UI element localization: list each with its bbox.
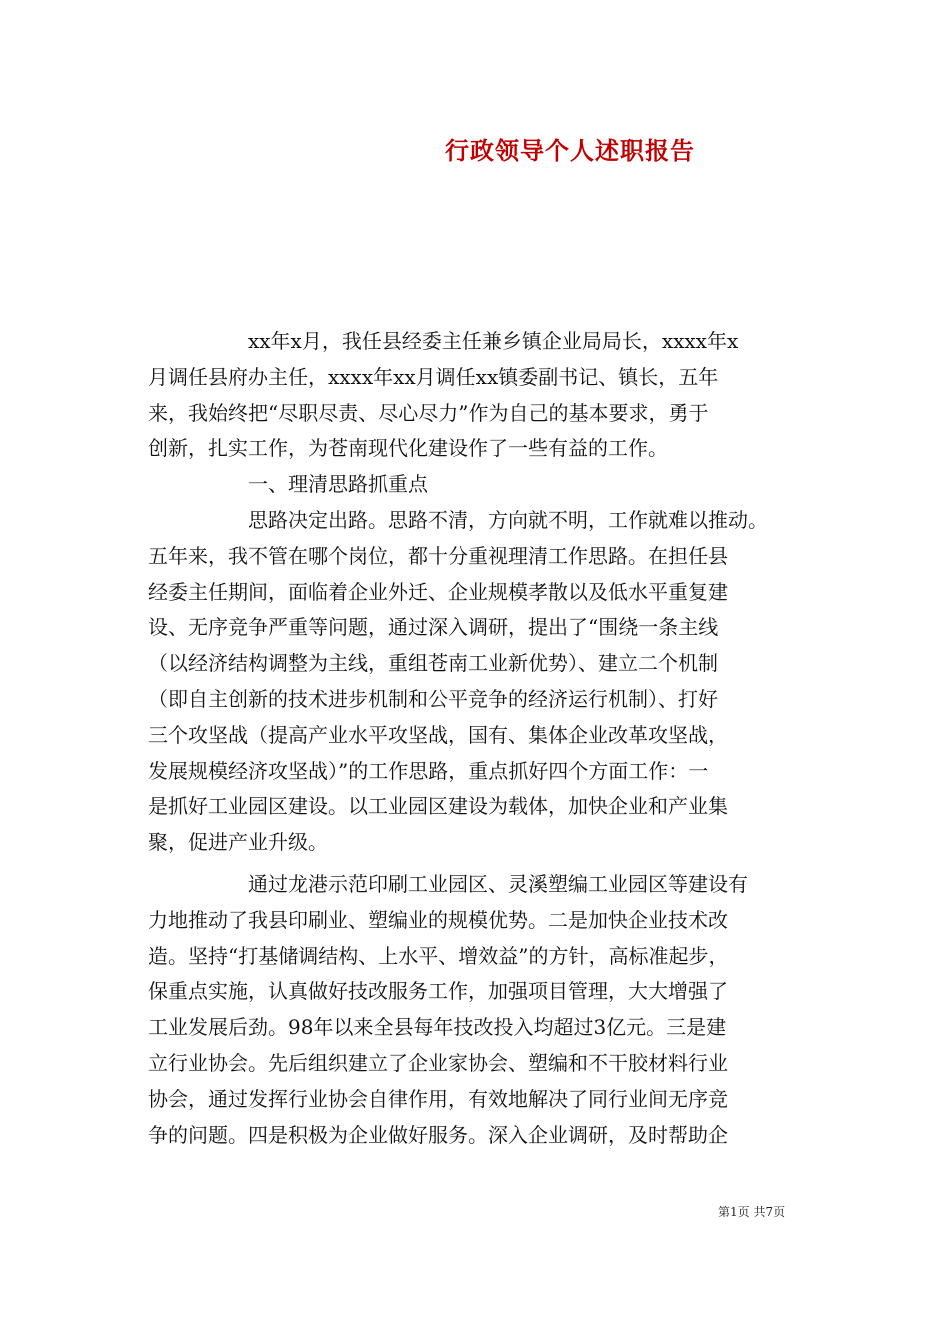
- text-line: 造。坚持“打基储调结构、上水平、增效益”的方针，高标准起步，: [148, 943, 729, 968]
- text-line: 是抓好工业园区建设。以工业园区建设为载体，加快企业和产业集: [148, 794, 728, 819]
- text-line: 经委主任期间，面临着企业外迁、企业规模孝散以及低水平重复建: [148, 579, 728, 604]
- text-line: 创新，扎实工作，为苍南现代化建设作了一些有益的工作。: [148, 436, 668, 461]
- text-line: （即自主创新的技术进步机制和公平竞争的经济运行机制）、打好: [148, 686, 718, 711]
- text-line: 聚，促进产业升级。: [148, 830, 328, 855]
- text-line: 五年来，我不管在哪个岗位，都十分重视理清工作思路。在担任县: [148, 543, 728, 568]
- section-heading: 一、理清思路抓重点: [148, 472, 428, 497]
- text-line: 立行业协会。先后组织建立了企业家协会、塑编和不干胶材料行业: [148, 1050, 728, 1075]
- text-line: 设、无序竞争严重等问题，通过深入调研，提出了“围绕一条主线: [148, 615, 719, 640]
- text-line: xx年x月，我任县经委主任兼乡镇企业局局长，xxxx年x: [148, 329, 739, 353]
- text-line: 发展规模经济攻坚战）”的工作思路，重点抓好四个方面工作：一: [148, 758, 709, 783]
- page-number: 第1页 共7页: [718, 1205, 786, 1219]
- text-line: 工业发展后劲。98年以来全县每年技改投入均超过3亿元。三是建: [148, 1015, 727, 1040]
- text-line: 三个攻坚战（提高产业水平攻坚战，国有、集体企业改革攻坚战，: [148, 722, 728, 747]
- page-title: 行政领导个人述职报告: [445, 136, 695, 165]
- text-line: 月调任县府办主任，xxxx年xx月调任xx镇委副书记、镇长，五年: [148, 364, 719, 389]
- text-line: 力地推动了我县印刷业、塑编业的规模优势。二是加快企业技术改: [148, 907, 728, 932]
- text-line: 通过龙港示范印刷工业园区、灵溪塑编工业园区等建设有: [148, 871, 748, 896]
- text-line: （以经济结构调整为主线，重组苍南工业新优势）、建立二个机制: [148, 651, 718, 676]
- text-line: 争的问题。四是积极为企业做好服务。深入企业调研，及时帮助企: [148, 1122, 728, 1147]
- text-line: 保重点实施，认真做好技改服务工作，加强项目管理，大大增强了: [148, 979, 728, 1004]
- text-line: 协会，通过发挥行业协会自律作用，有效地解决了同行业间无序竞: [148, 1086, 728, 1111]
- text-line: 思路决定出路。思路不清，方向就不明，工作就难以推动。: [148, 507, 768, 532]
- text-line: 来，我始终把“尽职尽责、尽心尽力”作为自己的基本要求，勇于: [148, 400, 709, 425]
- body-text: [148, 324, 808, 1153]
